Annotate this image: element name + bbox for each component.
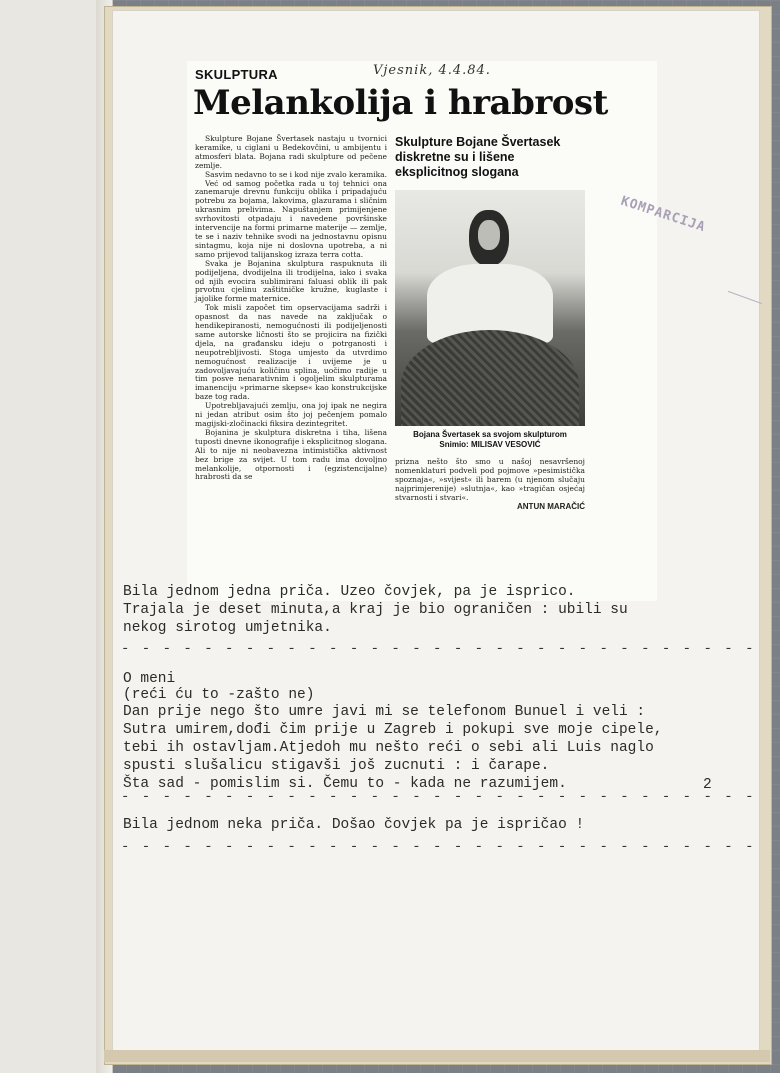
- handwritten-date: Vjesnik, 4.4.84.: [373, 63, 491, 78]
- typed-line: spusti slušalicu stigavši još zucnuti : i čarape.: [123, 758, 550, 774]
- article-paragraph: Tok misli započet tim opservacijama sadrži i opasnost da nas navede na zaključak o hendikepiranosti, nemogućnosti ili podijeljenosti same autorske ličnosti što se projicira na fizički djela, na građansku ideju o potrganosti i neupotrebljivosti. Stoga umjesto da utvrdimo nemogućnost realizacije i uvijeme je u zadovoljavajuću količinu splina, uočimo radije u tim posve nenarativnim i ogoljelim skulpturama imanenciju »primarne skepse« kao konstrukcijske baze tog rada.: [195, 303, 387, 402]
- album-page: [112, 10, 760, 1052]
- album-board-edge: [104, 1050, 770, 1062]
- dashed-divider: - - - - - - - - - - - - - - - - - - - - - - - - - - - - - - -: [121, 789, 756, 805]
- dashed-divider: - - - - - - - - - - - - - - - - - - - - - - - - - - - - - - -: [121, 839, 756, 855]
- article-left-column: [195, 135, 387, 482]
- caption-text: Bojana Švertasek sa svojom skulpturom: [413, 430, 567, 439]
- typed-line: nekog sirotog umjetnika.: [123, 620, 332, 636]
- stamp-mark: [728, 291, 762, 304]
- clipping-subheadline: Skulpture Bojane Švertasek diskretne su i lišene eksplicitnog slogana: [395, 135, 561, 179]
- page-mark: 2: [703, 777, 712, 793]
- komparcija-stamp: KOMPARCIJA: [618, 193, 708, 236]
- typed-line: Bila jednom jedna priča. Uzeo čovjek, pa je isprico.: [123, 584, 576, 600]
- article-continuation: [395, 458, 585, 511]
- newspaper-clipping: [187, 61, 657, 601]
- article-paragraph: Bojanina je skulptura diskretna i tiha, lišena tuposti dnevne ikonografije i eksplicitnog slogana. Ali to nije ni neobavezna intimistička aktivnost bez brige za svijet. U tom radu ima dovoljno melankolije, otpornosti i (egzistencijalne) hrabrosti da se: [195, 427, 387, 482]
- typed-line: Šta sad - pomislim si. Čemu to - kada ne razumijem.: [123, 776, 567, 792]
- typed-line: Dan prije nego što umre javi mi se telefonom Bunuel i veli :: [123, 704, 646, 720]
- photo-credit: Snimio: MILISAV VESOVIĆ: [439, 440, 541, 449]
- sculptor-photo: [395, 190, 585, 426]
- article-paragraph: Svaka je Bojanina skulptura raspuknuta ili podijeljena, dvodijelna ili trodijelna, iako i svaka od njih evocira sublimirani faluasi oblik ili pak prvotnu cjelinu zaštitničke kružne, kuglaste i jajolike forme maternice.: [195, 258, 387, 304]
- clipping-headline: Melankolija i hrabrost: [193, 83, 608, 123]
- article-paragraph: prizna nešto što smo u našoj nesavršenoj nomenklaturi podveli pod pojmove »pesimistička spoznaja«, »svijest« ili barem (u njenom slučaju najprimjerenije) »slutnja«, kao »tragičan osjećaj stvarnosti i stvari«.: [395, 457, 585, 502]
- typed-line: (reći ću to -zašto ne): [123, 687, 315, 703]
- typed-line: O meni: [123, 671, 176, 687]
- clipping-section-label: SKULPTURA: [195, 67, 278, 82]
- article-paragraph: Upotrebljavajući zemlju, ona joj ipak ne negira ni jedan atribut osim što joj pečenjem pomalo magijski-zločinacki fiksira dezintegritet.: [195, 401, 387, 428]
- typed-line: Sutra umirem,dođi čim prije u Zagreb i pokupi sve moje cipele,: [123, 722, 663, 738]
- article-paragraph: Sasvim nedavno to se i kod nije zvalo keramika.: [205, 169, 387, 179]
- article-author: ANTUN MARAČIĆ: [517, 501, 585, 511]
- article-paragraph: Već od samog početka rada u toj tehnici ona zanemaruje drevnu funkciju oblika i pripadajuću potrebu za bojama, lakovima, glazurama i sličnim ukrasnim prelivima. Napuštanjem primijenjene svrhovitosti otpadaju i navedene površinske intervencije na formi primarne materije — zemlje, te se i naziv tehnike svodi na jednostavnu opisnu sintagmu, koja nije ni doslovna upotreba, a ni samo prijevod talijanskog izraza terra cotta.: [195, 178, 387, 259]
- typed-line: Bila jednom neka priča. Došao čovjek pa je ispričao !: [123, 817, 585, 833]
- article-paragraph: Skulpture Bojane Švertasek nastaju u tvornici keramike, u ciglani u Bedekovčini, u ambijentu i atmosferi blata. Bojana radi skulpture od pečene zemlje.: [195, 134, 387, 170]
- article-right-column: [395, 135, 585, 511]
- typed-line: Trajala je deset minuta,a kraj je bio ograničen : ubili su: [123, 602, 628, 618]
- typed-line: tebi ih ostavljam.Atjedoh mu nešto reći o sebi ali Luis naglo: [123, 740, 654, 756]
- dashed-divider: - - - - - - - - - - - - - - - - - - - - - - - - - - - - - - -: [121, 641, 756, 657]
- photo-caption: [395, 430, 585, 450]
